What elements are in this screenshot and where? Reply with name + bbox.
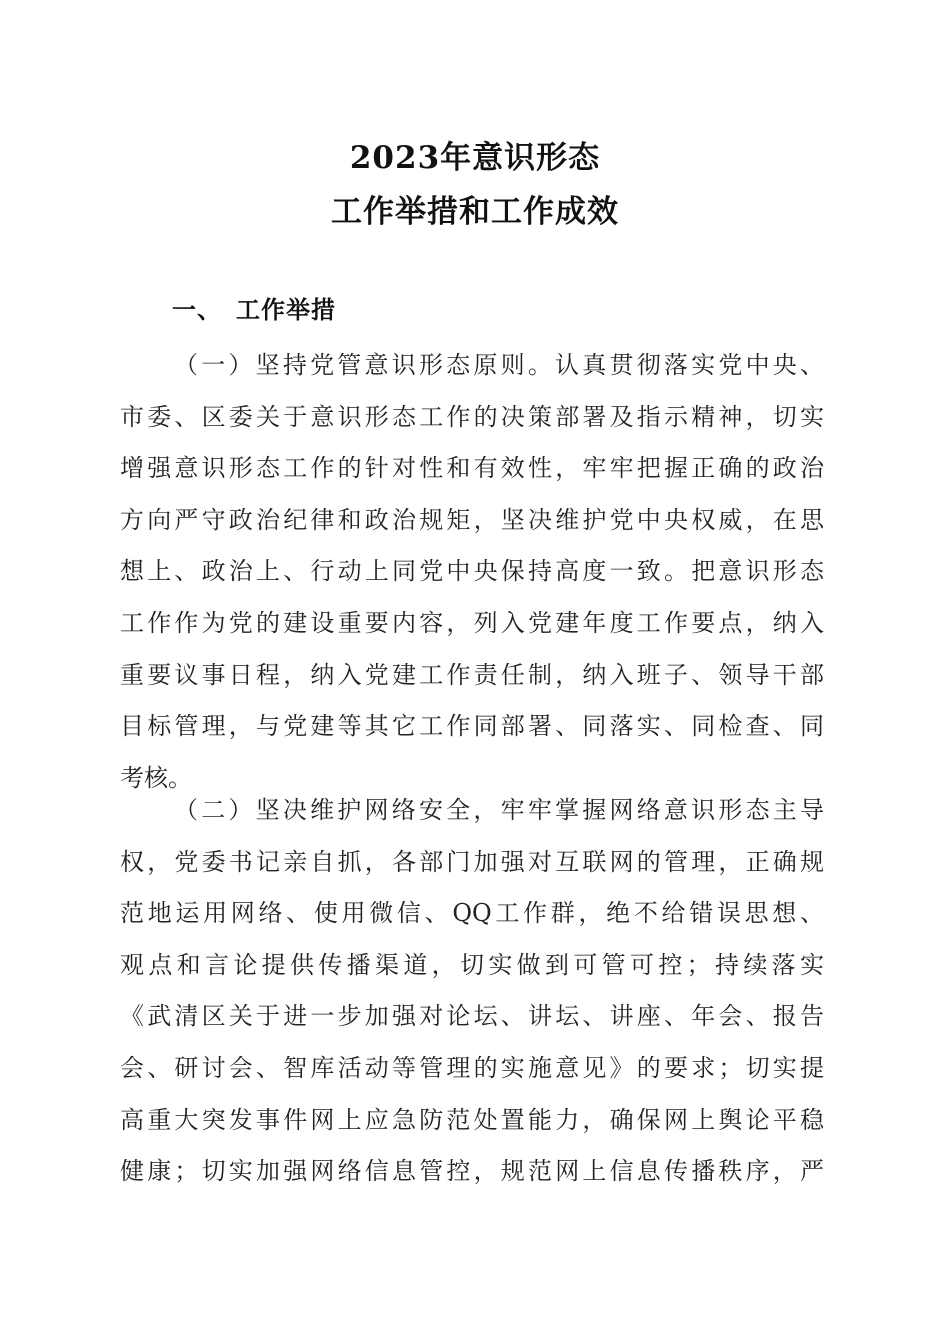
paragraph-line: 《武清区关于进一步加强对论坛、讲坛、讲座、年会、报告 — [120, 1002, 824, 1031]
document-title-line-1: 2023年意识形态 — [349, 140, 601, 176]
paragraph-line: 重要议事日程，纳入党建工作责任制，纳入班子、领导干部 — [120, 660, 824, 689]
document-title-line-2: 工作举措和工作成效 — [331, 194, 619, 230]
paragraph-2 — [120, 785, 824, 1198]
paragraph-line: 高重大突发事件网上应急防范处置能力，确保网上舆论平稳 — [120, 1105, 824, 1134]
paragraph-line: 观点和言论提供传播渠道，切实做到可管可控；持续落实 — [120, 950, 824, 979]
paragraph-line: 增强意识形态工作的针对性和有效性，牢牢把握正确的政治 — [120, 454, 824, 483]
paragraph-line: 想上、政治上、行动上同党中央保持高度一致。把意识形态 — [120, 557, 824, 586]
paragraph-line: （一）坚持党管意识形态原则。认真贯彻落实党中央、 — [174, 351, 824, 379]
section-heading-text: 工作举措 — [236, 296, 336, 324]
paragraph-line: 目标管理，与党建等其它工作同部署、同落实、同检查、同 — [120, 712, 824, 741]
section-heading-1 — [172, 292, 336, 328]
paragraph-line: 考核。 — [120, 763, 192, 792]
paragraph-1 — [120, 340, 824, 804]
paragraph-line: （二）坚决维护网络安全，牢牢掌握网络意识形态主导 — [174, 796, 824, 824]
section-number: 一、 — [172, 296, 222, 324]
paragraph-line: 会、研讨会、智库活动等管理的实施意见》的要求；切实提 — [120, 1053, 824, 1082]
paragraph-line: 市委、区委关于意识形态工作的决策部署及指示精神，切实 — [120, 402, 824, 431]
paragraph-line: 健康；切实加强网络信息管控，规范网上信息传播秩序，严 — [120, 1157, 824, 1186]
paragraph-line: 权，党委书记亲自抓，各部门加强对互联网的管理，正确规 — [120, 847, 824, 876]
paragraph-line: 方向严守政治纪律和政治规矩，坚决维护党中央权威，在思 — [120, 505, 824, 534]
paragraph-line: 工作作为党的建设重要内容，列入党建年度工作要点，纳入 — [120, 608, 824, 637]
paragraph-line: 范地运用网络、使用微信、QQ工作群，绝不给错误思想、 — [120, 899, 824, 928]
